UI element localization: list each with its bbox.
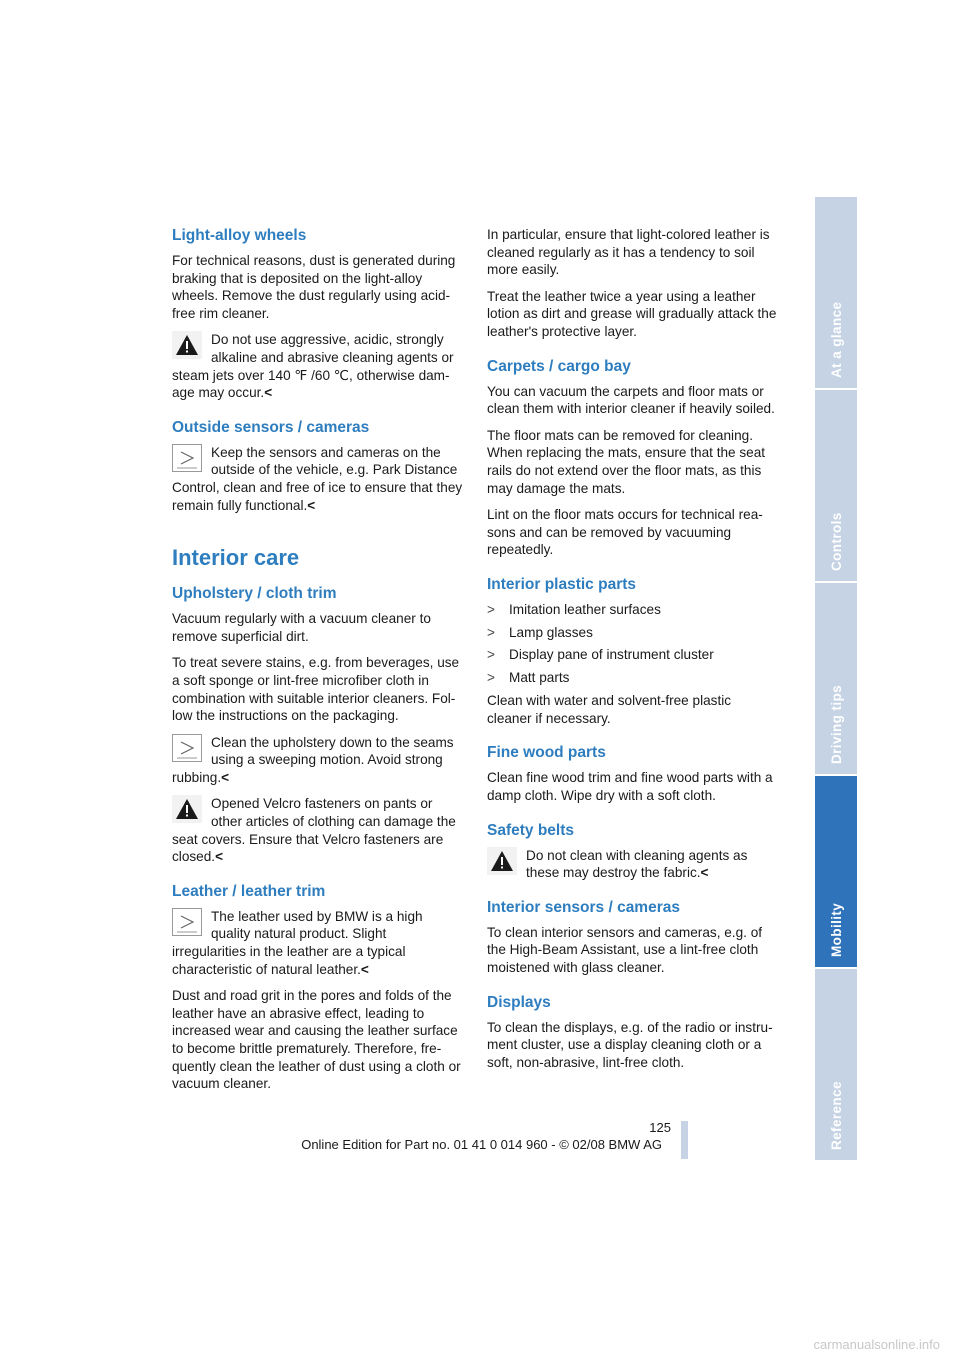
note-text: Clean the upholstery down to the seams using a sweeping motion. Avoid strong rubbing.	[172, 734, 454, 785]
paragraph: Lint on the floor mats occurs for technical rea-sons and can be removed by vacuuming repeatedly.	[487, 507, 763, 558]
section-title-carpets: Carpets / cargo bay	[487, 357, 631, 375]
tab-at-a-glance[interactable]: At a glance	[815, 197, 857, 388]
left-column	[172, 226, 464, 1102]
right-column	[487, 226, 779, 1080]
chapter-tabs	[815, 197, 857, 1162]
plastic-parts-list	[487, 601, 779, 686]
page-number: 125	[649, 1120, 671, 1135]
end-mark: <	[360, 961, 369, 977]
watermark: carmanualsonline.info	[813, 1337, 940, 1352]
section-title-interior-sensors: Interior sensors / cameras	[487, 898, 680, 916]
edition-line: Online Edition for Part no. 01 41 0 014 960 - © 02/08 BMW AG	[301, 1137, 662, 1152]
warning-triangle-icon	[172, 331, 206, 361]
section-title-safety-belts: Safety belts	[487, 821, 575, 839]
bullet-marker: >	[487, 601, 495, 617]
info-note	[172, 444, 464, 514]
section-title-light-alloy-wheels: Light-alloy wheels	[172, 227, 307, 244]
note-text: Keep the sensors and cameras on the outside of the vehicle, e.g. Park Distance Control, clean and free of ice to ensure that they remain fully functional.	[172, 444, 463, 513]
paragraph: Treat the leather twice a year using a leather lotion as dirt and grease will gradually attack the leather's protective layer.	[487, 288, 777, 339]
paragraph: In particular, ensure that light-colored leather is cleaned regularly as it has a tendency to soil more easily.	[487, 227, 770, 278]
info-note	[172, 908, 464, 978]
section-title-outside-sensors: Outside sensors / cameras	[172, 418, 370, 436]
paragraph: To clean the displays, e.g. of the radio or instru-ment cluster, use a display cleaning cloth or a soft, non-abrasive, lint-free cloth.	[487, 1019, 773, 1070]
note-arrow-icon	[172, 734, 206, 764]
list-item: > Imitation leather surfaces	[487, 601, 661, 617]
section-title-displays: Displays	[487, 993, 551, 1011]
end-mark: <	[700, 865, 709, 881]
paragraph: For technical reasons, dust is generated during braking that is deposited on the light-alloy wheels. Remove the dust regularly using acid-free rim cleaner.	[172, 253, 456, 321]
paragraph: To clean interior sensors and cameras, e.g. of the High-Beam Assistant, use a lint-free cloth moistened with glass cleaner.	[487, 924, 763, 976]
tab-reference[interactable]: Reference	[815, 969, 857, 1160]
footer-marker-bar	[681, 1121, 688, 1159]
bullet-marker: >	[487, 647, 495, 663]
end-mark: <	[307, 497, 316, 513]
paragraph: You can vacuum the carpets and floor mats or clean them with interior cleaner if heavily soiled.	[487, 383, 775, 417]
list-item: > Display pane of instrument cluster	[487, 647, 714, 663]
paragraph: Vacuum regularly with a vacuum cleaner to remove superficial dirt.	[172, 611, 431, 644]
paragraph: Clean with water and solvent-free plastic cleaner if necessary.	[487, 693, 732, 726]
warning-triangle-icon	[172, 795, 206, 825]
warning-text: Opened Velcro fasteners on pants or other articles of clothing can damage the seat covers. Ensure that Velcro fasteners are closed.	[172, 796, 456, 865]
warning-text: Do not use aggressive, acidic, strongly alkaline and abrasive cleaning agents or steam jets over 140 ℉ /60 ℃, otherwise dam-age may occur.	[172, 332, 454, 401]
chapter-title-interior-care: Interior care	[172, 545, 300, 571]
note-text: The leather used by BMW is a high quality natural product. Slight irregularities in the leather are a typical characteristic of natural leather.	[172, 908, 423, 977]
tab-controls[interactable]: Controls	[815, 390, 857, 581]
section-title-fine-wood: Fine wood parts	[487, 744, 606, 762]
warning-triangle-icon	[487, 847, 521, 877]
list-item: > Matt parts	[487, 669, 570, 685]
end-mark: <	[264, 385, 273, 401]
paragraph: The floor mats can be removed for cleaning. When replacing the mats, ensure that the seat rails do not extend over the floor mats, as this may damage the mats.	[487, 427, 766, 496]
section-title-upholstery: Upholstery / cloth trim	[172, 585, 337, 603]
end-mark: <	[215, 849, 224, 865]
note-arrow-icon	[172, 908, 206, 938]
tab-mobility[interactable]: Mobility	[815, 776, 857, 967]
warning-note	[172, 795, 464, 865]
bullet-marker: >	[487, 624, 495, 640]
end-mark: <	[221, 769, 230, 785]
bullet-marker: >	[487, 669, 495, 685]
tab-driving-tips[interactable]: Driving tips	[815, 583, 857, 774]
section-title-plastic-parts: Interior plastic parts	[487, 575, 637, 593]
list-item: > Lamp glasses	[487, 624, 593, 640]
section-title-leather: Leather / leather trim	[172, 882, 326, 900]
paragraph: Dust and road grit in the pores and folds of the leather have an abrasive effect, leading to increased wear and causing the leather surface to become brittle prematurely. Therefore, fre-quently clean the leather of dust using a cloth or vacuum cleaner.	[172, 988, 461, 1092]
info-note	[172, 734, 464, 787]
warning-note	[172, 331, 464, 401]
paragraph: To treat severe stains, e.g. from beverages, use a soft sponge or lint-free microfiber cloth in combination with suitable interior cleaners. Fol-low the instructions on the packaging.	[172, 655, 460, 724]
warning-note	[487, 847, 779, 882]
paragraph: Clean fine wood trim and fine wood parts with a damp cloth. Wipe dry with a soft cloth.	[487, 770, 773, 804]
note-arrow-icon	[172, 444, 206, 474]
warning-text: Do not clean with cleaning agents as these may destroy the fabric.	[526, 847, 748, 881]
